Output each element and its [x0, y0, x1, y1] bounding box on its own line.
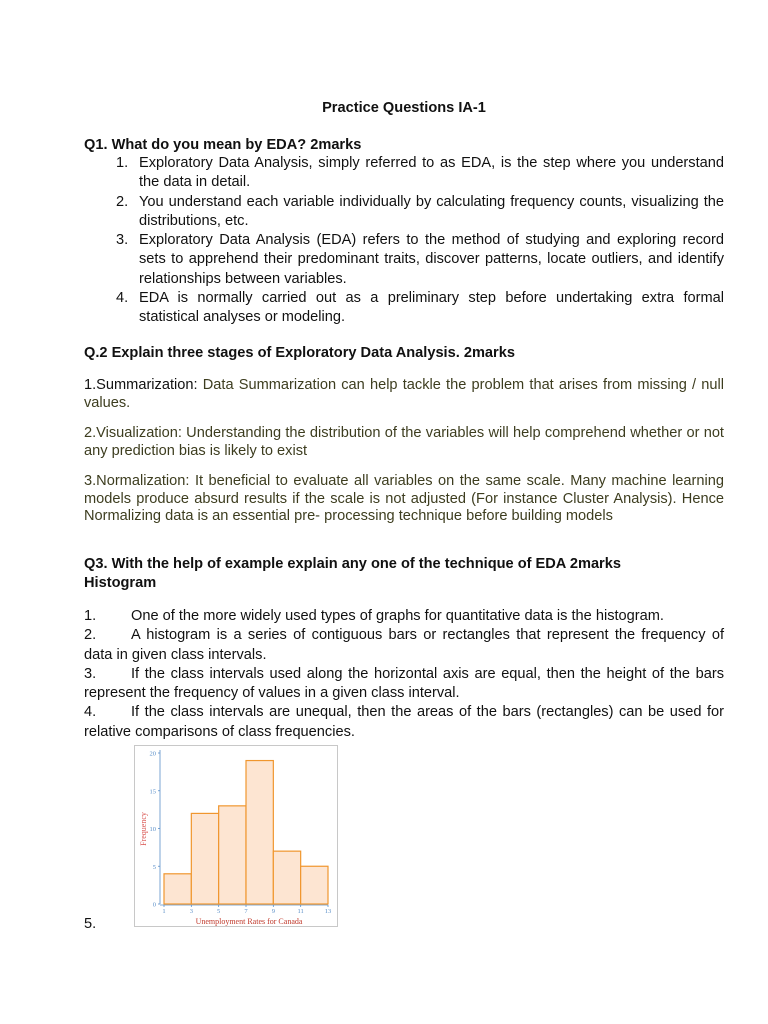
list-item: 2. You understand each variable individually by calculating frequency counts, visualizing the distributions, etc. [116, 193, 724, 229]
histogram-bar [191, 813, 218, 904]
list-item: 4. If the class intervals are unequal, then the areas of the bars (rectangles) can be used for relative comparisons of class frequencies. [84, 704, 724, 740]
q3-heading: Q3. With the help of example explain any one of the technique of EDA 2marks [84, 556, 621, 572]
list-item: 3. Exploratory Data Analysis (EDA) refers to the method of studying and exploring record sets to apprehend their predominant traits, discover patterns, locate outliers, and identify relationships between variables. [116, 232, 724, 287]
page-title: Practice Questions IA-1 [322, 100, 486, 116]
list-item: 3. If the class intervals used along the horizontal axis are equal, then the height of the bars represent the frequency of values in a given class interval. [84, 665, 724, 702]
stage-summarization: 1.Summarization: Data Summarization can help tackle the problem that arises from missing / null values. [84, 377, 724, 411]
stage-normalization: 3.Normalization: It beneficial to evaluate all variables on the same scale. Many machine learning models produce absurd results if the scale is not adjusted (For instance Cluster Analysis). Hence Normalizing data is an essential pre- processing technique before building models [84, 473, 724, 524]
list-item: 1. Exploratory Data Analysis, simply referred to as EDA, is the step where you understand the data in detail. [116, 155, 724, 191]
list-item: 1. One of the more widely used types of graphs for quantitative data is the histogram. [84, 608, 664, 624]
x-tick-label: 1 [162, 908, 166, 915]
histogram-bar [301, 866, 328, 904]
y-tick-label: 5 [152, 863, 156, 871]
x-tick-label: 11 [297, 908, 304, 915]
histogram-bar [219, 806, 246, 904]
x-tick-label: 5 [217, 908, 221, 915]
q1-heading: Q1. What do you mean by EDA? 2marks [84, 137, 362, 153]
x-tick-label: 9 [271, 908, 275, 915]
figure-number: 5. [84, 916, 97, 932]
y-tick-label: 10 [149, 826, 156, 833]
histogram-bar [273, 851, 300, 904]
list-item: 4. EDA is normally carried out as a preliminary step before undertaking extra formal statistical analyses or modeling. [116, 290, 724, 326]
y-tick-label: 15 [149, 788, 156, 796]
x-axis-label: Unemployment Rates for Canada [195, 917, 303, 926]
x-tick-label: 3 [189, 908, 193, 915]
q3-subheading: Histogram [84, 575, 157, 591]
x-tick-label: 7 [244, 908, 248, 915]
histogram-figure [134, 745, 338, 927]
q2-heading: Q.2 Explain three stages of Exploratory Data Analysis. 2marks [84, 345, 515, 361]
list-item: 2. A histogram is a series of contiguous bars or rectangles that represent the frequency of data in given class intervals. [84, 627, 724, 663]
stage-visualization: 2.Visualization: Understanding the distribution of the variables will help comprehend whether or not any prediction bias is likely to exist [84, 425, 724, 459]
histogram-bar [164, 874, 191, 904]
q1-list [84, 154, 724, 328]
q3-list [84, 607, 724, 742]
histogram-bar [246, 761, 273, 904]
y-axis-label: Frequency [139, 812, 148, 846]
y-tick-label: 20 [149, 750, 156, 758]
y-tick-label: 0 [152, 901, 156, 909]
x-tick-label: 13 [324, 908, 332, 915]
